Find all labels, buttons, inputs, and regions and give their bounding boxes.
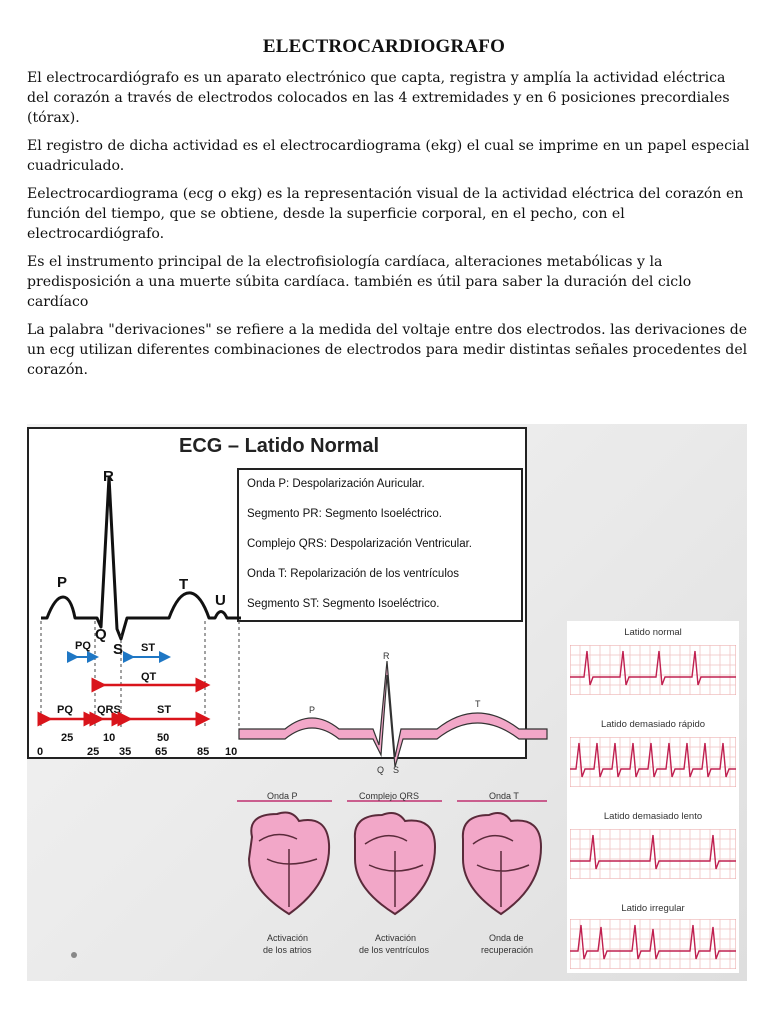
rhythm-strip-irregular	[570, 919, 736, 969]
rhythm-label-irregular: Latido irregular	[621, 903, 685, 914]
legend-onda-p: Onda P: Despolarización Auricular.	[247, 478, 425, 490]
duration-st: 50	[157, 732, 170, 744]
st-interval-label: ST	[157, 704, 172, 716]
rhythm-label-slow: Latido demasiado lento	[603, 811, 703, 822]
legend-onda-t: Onda T: Repolarización de los ventrículos	[247, 568, 460, 580]
complex-label-r: R	[383, 651, 390, 661]
rhythm-label-fast: Latido demasiado rápido	[600, 719, 706, 730]
complex-band	[239, 661, 547, 767]
pqrst-complex-diagram	[237, 649, 557, 779]
rhythm-strip-normal	[570, 645, 736, 695]
paragraph-2: El registro de dicha actividad es el electrocardiograma (ekg) el cual se imprime en un papel especial cuadriculado.	[27, 138, 750, 174]
complex-label-s: S	[393, 765, 400, 775]
heart-title-qrs: Complejo QRS	[359, 791, 420, 801]
scale-100: 10	[225, 746, 238, 758]
scale-85: 85	[197, 746, 210, 758]
heart-caption-p-2: de los atrios	[263, 945, 312, 955]
rhythm-strip-fast	[570, 737, 736, 787]
qt-interval-label: QT	[141, 671, 157, 683]
heart-onda-t	[457, 791, 547, 955]
heart-onda-p	[237, 791, 332, 955]
legend-segmento-pr: Segmento PR: Segmento Isoeléctrico.	[247, 508, 442, 520]
wave-label-r: R	[103, 468, 114, 485]
complex-label-q: Q	[377, 765, 385, 775]
wave-label-q: Q	[95, 626, 107, 643]
pq-interval-label: PQ	[57, 704, 73, 716]
heart-activation-diagram	[237, 789, 557, 969]
paragraph-3: Eelectrocardiograma (ecg o ekg) es la representación visual de la actividad eléctrica del corazón en función del tiempo, que se obtiene, desde la superficie corporal, en el pecho, con el electrocardiógrafo.	[27, 186, 744, 242]
qrs-interval-label: QRS	[97, 704, 121, 716]
page-title: ELECTROCARDIOGRAFO	[262, 36, 506, 57]
heart-title-onda-p: Onda P	[267, 791, 298, 801]
complex-label-t: T	[475, 699, 481, 709]
wave-label-s: S	[113, 641, 124, 658]
scale-35: 35	[119, 746, 132, 758]
heart-caption-t-1: Onda de	[489, 933, 524, 943]
paragraph-1: El electrocardiógrafo es un aparato electrónico que capta, registra y amplía la actividad eléctrica del corazón a través de electrodos colocados en las 4 extremidades y en 6 posiciones precordiales (tórax).	[27, 70, 730, 126]
wave-label-t: T	[179, 576, 189, 593]
rhythm-strip-slow	[570, 829, 736, 879]
duration-qrs: 10	[103, 732, 116, 744]
heart-caption-qrs-1: Activación	[375, 933, 417, 943]
heart-caption-t-2: recuperación	[481, 945, 534, 955]
legend-complejo-qrs: Complejo QRS: Despolarización Ventricular.	[247, 538, 472, 550]
bullet-dot	[71, 952, 77, 958]
heart-title-onda-t: Onda T	[489, 791, 519, 801]
complex-label-p: P	[309, 705, 316, 715]
wave-label-u: U	[215, 592, 226, 609]
scale-25: 25	[87, 746, 100, 758]
legend-segmento-st: Segmento ST: Segmento Isoeléctrico.	[247, 598, 440, 610]
rhythm-strips-panel	[567, 621, 739, 973]
duration-pq: 25	[61, 732, 74, 744]
paragraph-4: Es el instrumento principal de la electrofisiología cardíaca, alteraciones metabólicas y la predisposición a una muerte súbita cardíaca. también es útil para saber la duración del ciclo cardíaco	[27, 254, 692, 310]
ecg-figure	[27, 424, 747, 981]
rhythm-label-normal: Latido normal	[624, 627, 682, 638]
body-text	[27, 68, 751, 388]
heart-caption-qrs-2: de los ventrículos	[359, 945, 430, 955]
scale-0: 0	[37, 746, 44, 758]
heart-caption-p-1: Activación	[267, 933, 309, 943]
wave-label-p: P	[57, 574, 68, 591]
pq-segment-label: PQ	[75, 640, 91, 652]
ecg-trace-line	[41, 477, 241, 639]
scale-65: 65	[155, 746, 168, 758]
paragraph-5: La palabra "derivaciones" se refiere a la medida del voltaje entre dos electrodos. las derivaciones de un ecg utilizan diferentes combinaciones de electrodos para medir distintas señales procedentes del corazón.	[27, 322, 748, 378]
st-segment-label: ST	[141, 642, 156, 654]
ecg-title: ECG – Latido Normal	[179, 435, 380, 457]
heart-complejo-qrs	[347, 791, 442, 955]
